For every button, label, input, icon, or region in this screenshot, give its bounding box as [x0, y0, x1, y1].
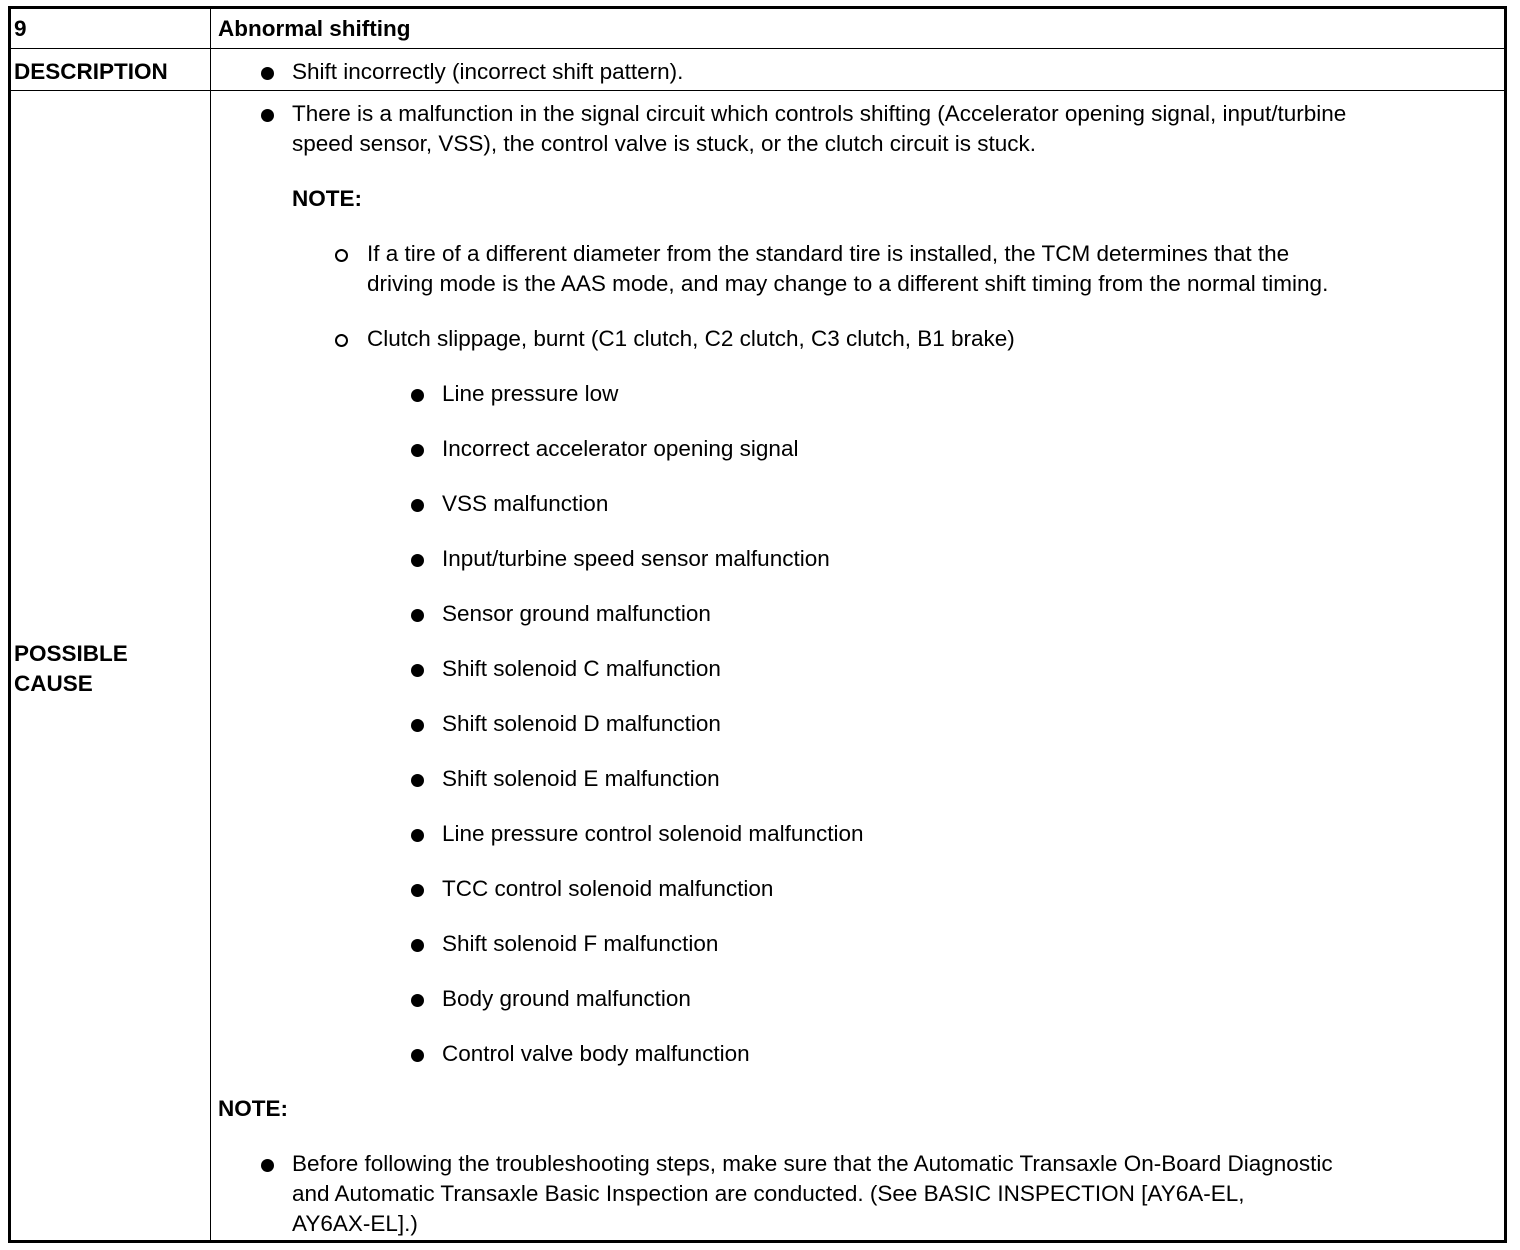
troubleshooting-table [8, 6, 1507, 1243]
bullet-dot-icon [411, 939, 424, 952]
list-item: Incorrect accelerator opening signal [442, 436, 799, 461]
row-divider-header [11, 48, 1504, 49]
bullet-dot-icon [411, 884, 424, 897]
bullet-dot-icon [411, 554, 424, 567]
row-divider-description [11, 90, 1504, 91]
bullet-dot-icon [411, 774, 424, 787]
bullet-dot-icon [411, 609, 424, 622]
footer-note-line1: Before following the troubleshooting steps, make sure that the Automatic Transaxle On-Board Diagnostic [292, 1151, 1333, 1176]
row-number: 9 [14, 16, 27, 41]
cause-main-line2: speed sensor, VSS), the control valve is stuck, or the clutch circuit is stuck. [292, 131, 1037, 156]
footer-note-line3: AY6AX-EL].) [292, 1211, 418, 1236]
description-text: Shift incorrectly (incorrect shift pattern). [292, 59, 684, 84]
note-item-clutch: Clutch slippage, burnt (C1 clutch, C2 clutch, C3 clutch, B1 brake) [367, 326, 1015, 351]
column-divider [210, 9, 211, 1240]
bullet-dot-icon [411, 389, 424, 402]
list-item: Shift solenoid D malfunction [442, 711, 721, 736]
bullet-dot-icon [261, 109, 274, 122]
open-circle-bullet-icon [335, 249, 348, 262]
footer-note-line2: and Automatic Transaxle Basic Inspection are conducted. (See BASIC INSPECTION [AY6A-EL, [292, 1181, 1245, 1206]
bullet-dot-icon [411, 994, 424, 1007]
bullet-dot-icon [411, 444, 424, 457]
list-item: Line pressure control solenoid malfunction [442, 821, 864, 846]
footer-note-heading: NOTE: [218, 1096, 288, 1121]
bullet-dot-icon [261, 1159, 274, 1172]
list-item: VSS malfunction [442, 491, 609, 516]
note-item-tire-line1: If a tire of a different diameter from the standard tire is installed, the TCM determines that the [367, 241, 1290, 266]
note-heading: NOTE: [292, 186, 362, 211]
possible-cause-label-line2: CAUSE [14, 671, 93, 696]
bullet-dot-icon [261, 67, 274, 80]
bullet-dot-icon [411, 719, 424, 732]
list-item: Shift solenoid F malfunction [442, 931, 719, 956]
open-circle-bullet-icon [335, 334, 348, 347]
bullet-dot-icon [411, 664, 424, 677]
description-label: DESCRIPTION [14, 59, 168, 84]
list-item: Control valve body malfunction [442, 1041, 750, 1066]
page-title: Abnormal shifting [218, 16, 411, 41]
list-item: Sensor ground malfunction [442, 601, 711, 626]
list-item: TCC control solenoid malfunction [442, 876, 774, 901]
note-item-tire-line2: driving mode is the AAS mode, and may change to a different shift timing from the normal timing. [367, 271, 1329, 296]
list-item: Shift solenoid C malfunction [442, 656, 721, 681]
list-item: Shift solenoid E malfunction [442, 766, 720, 791]
bullet-dot-icon [411, 499, 424, 512]
list-item: Line pressure low [442, 381, 619, 406]
list-item: Body ground malfunction [442, 986, 691, 1011]
cause-main-line1: There is a malfunction in the signal circuit which controls shifting (Accelerator opening signal, input/turbine [292, 101, 1347, 126]
possible-cause-label-line1: POSSIBLE [14, 641, 128, 666]
bullet-dot-icon [411, 1049, 424, 1062]
list-item: Input/turbine speed sensor malfunction [442, 546, 830, 571]
bullet-dot-icon [411, 829, 424, 842]
